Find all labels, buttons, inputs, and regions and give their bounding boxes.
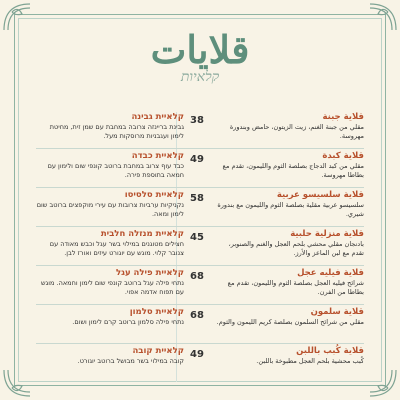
corner-ornament-icon <box>2 368 32 398</box>
item-desc-hebrew: נתחי פילה סלמון ברוטב קרם לימון ושום. <box>72 318 184 326</box>
hebrew-entry <box>36 190 184 218</box>
row-divider <box>36 343 364 344</box>
item-name-hebrew: קלאיית סלסיסו <box>124 190 184 200</box>
item-name-hebrew: קלאיית סלמון <box>129 307 184 317</box>
corner-ornament-icon <box>368 368 398 398</box>
item-price: 45 <box>190 232 204 243</box>
item-desc-arabic: بادنجان مقلي محشي بلحم العجل والغنم والصنوبر، تقدم مع لبن الماعز والأرز. <box>228 240 364 257</box>
menu-title <box>0 27 400 86</box>
item-desc-hebrew: חצילים מטוגנים במילוי בשר עגל וכבש מאודה עם צנובר קלוי. מוגש עם יוגורט עיזים ואורז לבן. <box>49 240 184 257</box>
hebrew-entry <box>36 112 184 140</box>
arabic-entry <box>216 307 364 327</box>
item-desc-arabic: شرائح فيليه العجل بصلصة الثوم والليمون، تقدم مع بطاطا من الفرن. <box>227 279 364 296</box>
hebrew-entry <box>36 346 184 366</box>
title-hebrew: קלאיות <box>180 69 220 85</box>
arabic-entry <box>216 268 364 296</box>
row-divider <box>36 187 364 188</box>
item-name-arabic: قلاية سلسيسو عربية <box>276 190 364 200</box>
item-price: 49 <box>190 349 204 360</box>
item-desc-hebrew: כבד עוף צרוב במחבת ברוטב קונפי שום ולימון עם חמאה בתוספת פירה. <box>47 162 184 179</box>
item-desc-arabic: مقلي من كبد الدجاج بصلصة الثوم والليمون، تقدم مع بطاطا مهروسة. <box>222 162 364 179</box>
item-price: 68 <box>190 271 204 282</box>
menu-item <box>36 151 364 190</box>
hebrew-entry <box>36 268 184 296</box>
menu-list <box>36 112 364 385</box>
menu-item <box>36 190 364 229</box>
item-name-arabic: قلاية كبدة <box>322 151 364 161</box>
item-name-arabic: قلاية كُبب باللبن <box>296 346 364 356</box>
row-divider <box>36 304 364 305</box>
item-desc-hebrew: נתחי פילה עגל ברוטב קונפי שום לימון וחמאה. מוגש עם תפוח אדמה אפוי. <box>40 279 184 296</box>
hebrew-entry <box>36 151 184 179</box>
item-price: 58 <box>190 193 204 204</box>
corner-ornament-icon <box>2 2 32 32</box>
item-desc-hebrew: גבינת בריינזה צרובה במחבת עם שמן זית, מחיטת לימון ועגבניות מרוסקות מעל. <box>49 123 184 140</box>
row-divider <box>36 265 364 266</box>
item-name-hebrew: קלאיית כבדה <box>131 151 184 161</box>
title-arabic: قلايات <box>150 27 250 72</box>
item-name-arabic: قلاية فيليه عجل <box>297 268 364 278</box>
arabic-entry <box>216 190 364 218</box>
menu-item <box>36 112 364 151</box>
menu-item <box>36 268 364 307</box>
item-price: 68 <box>190 310 204 321</box>
item-price: 38 <box>190 115 204 126</box>
arabic-entry <box>216 346 364 366</box>
row-divider <box>36 148 364 149</box>
item-desc-arabic: سلسيسو عربية مقلية بصلصة الثوم والليمون مع بندورة شيري. <box>217 201 364 218</box>
item-name-arabic: قلاية سلمون <box>310 307 364 317</box>
item-name-hebrew: קלאיית קובה <box>132 346 184 356</box>
hebrew-entry <box>36 229 184 257</box>
row-divider <box>36 226 364 227</box>
item-name-hebrew: קלאיית פילה עגל <box>116 268 184 278</box>
item-price: 49 <box>190 154 204 165</box>
arabic-entry <box>216 112 364 140</box>
item-desc-hebrew: נקניקיות ערביות צרובות עם עירי מוקפצים ברוטב שום לימון ומאה. <box>36 201 184 218</box>
hebrew-entry <box>36 307 184 327</box>
arabic-entry <box>216 151 364 179</box>
item-name-arabic: قلاية منزلية حلبية <box>290 229 364 239</box>
menu-item <box>36 346 364 385</box>
item-desc-arabic: مقلي من جبنة الغنم، زيت الزيتون، حامض وبندورة مهروسة. <box>229 123 364 140</box>
item-name-arabic: قلاية جبنة <box>322 112 364 122</box>
menu-item <box>36 307 364 346</box>
arabic-entry <box>216 229 364 257</box>
corner-ornament-icon <box>368 2 398 32</box>
item-desc-hebrew: קובה במילוי בשר מבושל ברוטב יוגורט. <box>77 357 184 365</box>
item-name-hebrew: קלאיית גבינה <box>131 112 184 122</box>
item-name-hebrew: קלאיית מנזלה חלבית <box>100 229 184 239</box>
menu-item <box>36 229 364 268</box>
item-desc-arabic: مقلي من شرائح السلمون بصلصة كريم الليمون والثوم. <box>216 318 364 326</box>
item-desc-arabic: كُبب محشية بلحم العجل مطبوخة باللبن. <box>256 357 364 365</box>
